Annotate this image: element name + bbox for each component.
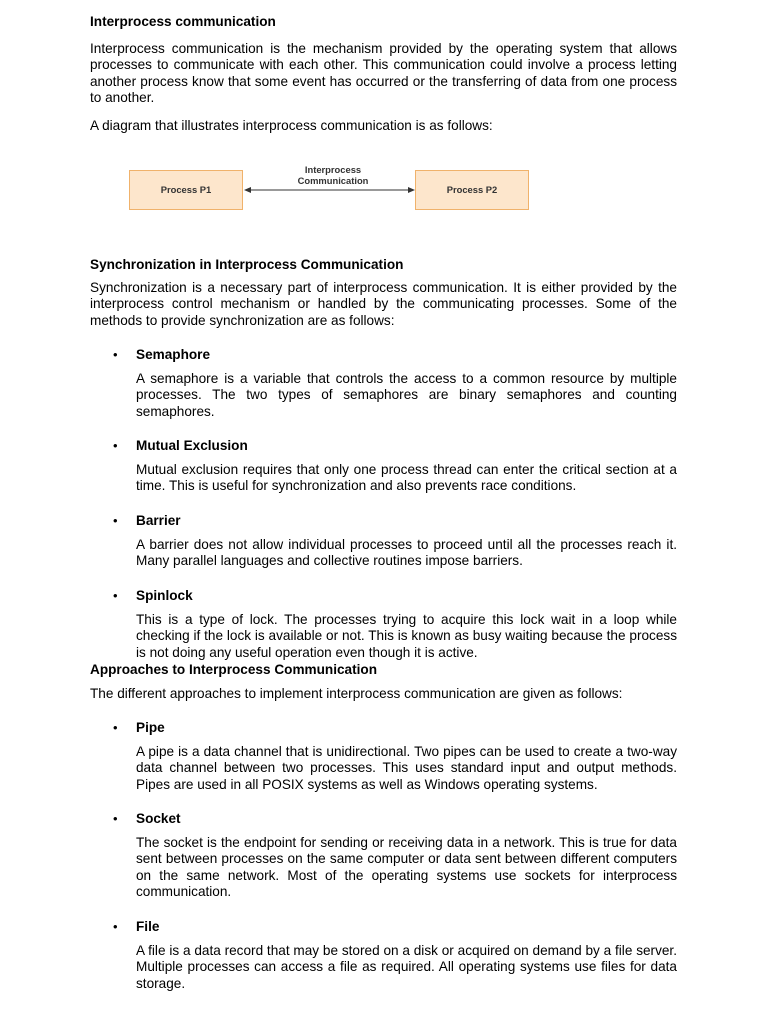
list-item-body: A file is a data record that may be stored on a disk or acquired on demand by a file server. Multiple processes can access a file as required. All operating systems use files for data storage. [136, 943, 677, 991]
sync-intro-paragraph: Synchronization is a necessary part of interprocess communication. It is either provided by the interprocess control mechanism or handled by the communicating processes. Some of the methods to provide synchronization are as follows: [90, 280, 677, 328]
bullet-icon: • [113, 811, 118, 826]
bullet-icon: • [113, 720, 118, 735]
section-heading-approaches: Approaches to Interprocess Communication [90, 662, 378, 677]
diagram-intro-paragraph: A diagram that illustrates interprocess communication is as follows: [90, 118, 493, 133]
bullet-icon: • [113, 588, 118, 603]
section-heading-sync: Synchronization in Interprocess Communication [90, 257, 404, 272]
ipc-diagram [129, 162, 531, 214]
list-item-title: Spinlock [136, 588, 193, 603]
list-item-title: Semaphore [136, 347, 211, 362]
list-item-body: A barrier does not allow individual processes to proceed until all the processes reach it. Many parallel languages and collective routines impose barriers. [136, 537, 677, 569]
list-item-body: A semaphore is a variable that controls the access to a common resource by multiple processes. The two types of semaphores are binary semaphores and counting semaphores. [136, 371, 677, 419]
list-item-title: Mutual Exclusion [136, 438, 248, 453]
bullet-icon: • [113, 919, 118, 934]
list-item-title: Socket [136, 811, 181, 826]
process-p1-box: Process P1 [129, 170, 243, 210]
list-item-title: Barrier [136, 513, 181, 528]
ipc-arrow-label-line1: Interprocess [304, 164, 362, 175]
list-item-body: A pipe is a data channel that is unidirectional. Two pipes can be used to create a two-way data channel between two processes. This uses standard input and output methods. Pipes are used in all POSIX systems as well as Windows operating systems. [136, 744, 677, 792]
approaches-intro-paragraph: The different approaches to implement interprocess communication are given as follows: [90, 686, 623, 701]
bullet-icon: • [113, 438, 118, 453]
list-item-body: The socket is the endpoint for sending or receiving data in a network. This is true for data sent between processes on the same computer or data sent between different computers on the same network. Most of the operating systems use sockets for interprocess communication. [136, 835, 677, 900]
bullet-icon: • [113, 513, 118, 528]
bidirectional-arrow-icon [129, 162, 531, 214]
list-item-title: File [136, 919, 160, 934]
process-p2-box: Process P2 [415, 170, 529, 210]
list-item-body: This is a type of lock. The processes trying to acquire this lock wait in a loop while checking if the lock is available or not. This is known as busy waiting because the process is not doing any useful operation even though it is active. [136, 612, 677, 660]
ipc-intro-paragraph: Interprocess communication is the mechanism provided by the operating system that allows processes to communicate with each other. This communication could involve a process letting another process know that some event has occurred or the transferring of data from one process to another. [90, 41, 677, 106]
bullet-icon: • [113, 347, 118, 362]
ipc-arrow-label-line2: Communication [297, 175, 369, 186]
section-heading-ipc: Interprocess communication [90, 14, 276, 29]
list-item-title: Pipe [136, 720, 165, 735]
list-item-body: Mutual exclusion requires that only one process thread can enter the critical section at a time. This is useful for synchronization and also prevents race conditions. [136, 462, 677, 494]
